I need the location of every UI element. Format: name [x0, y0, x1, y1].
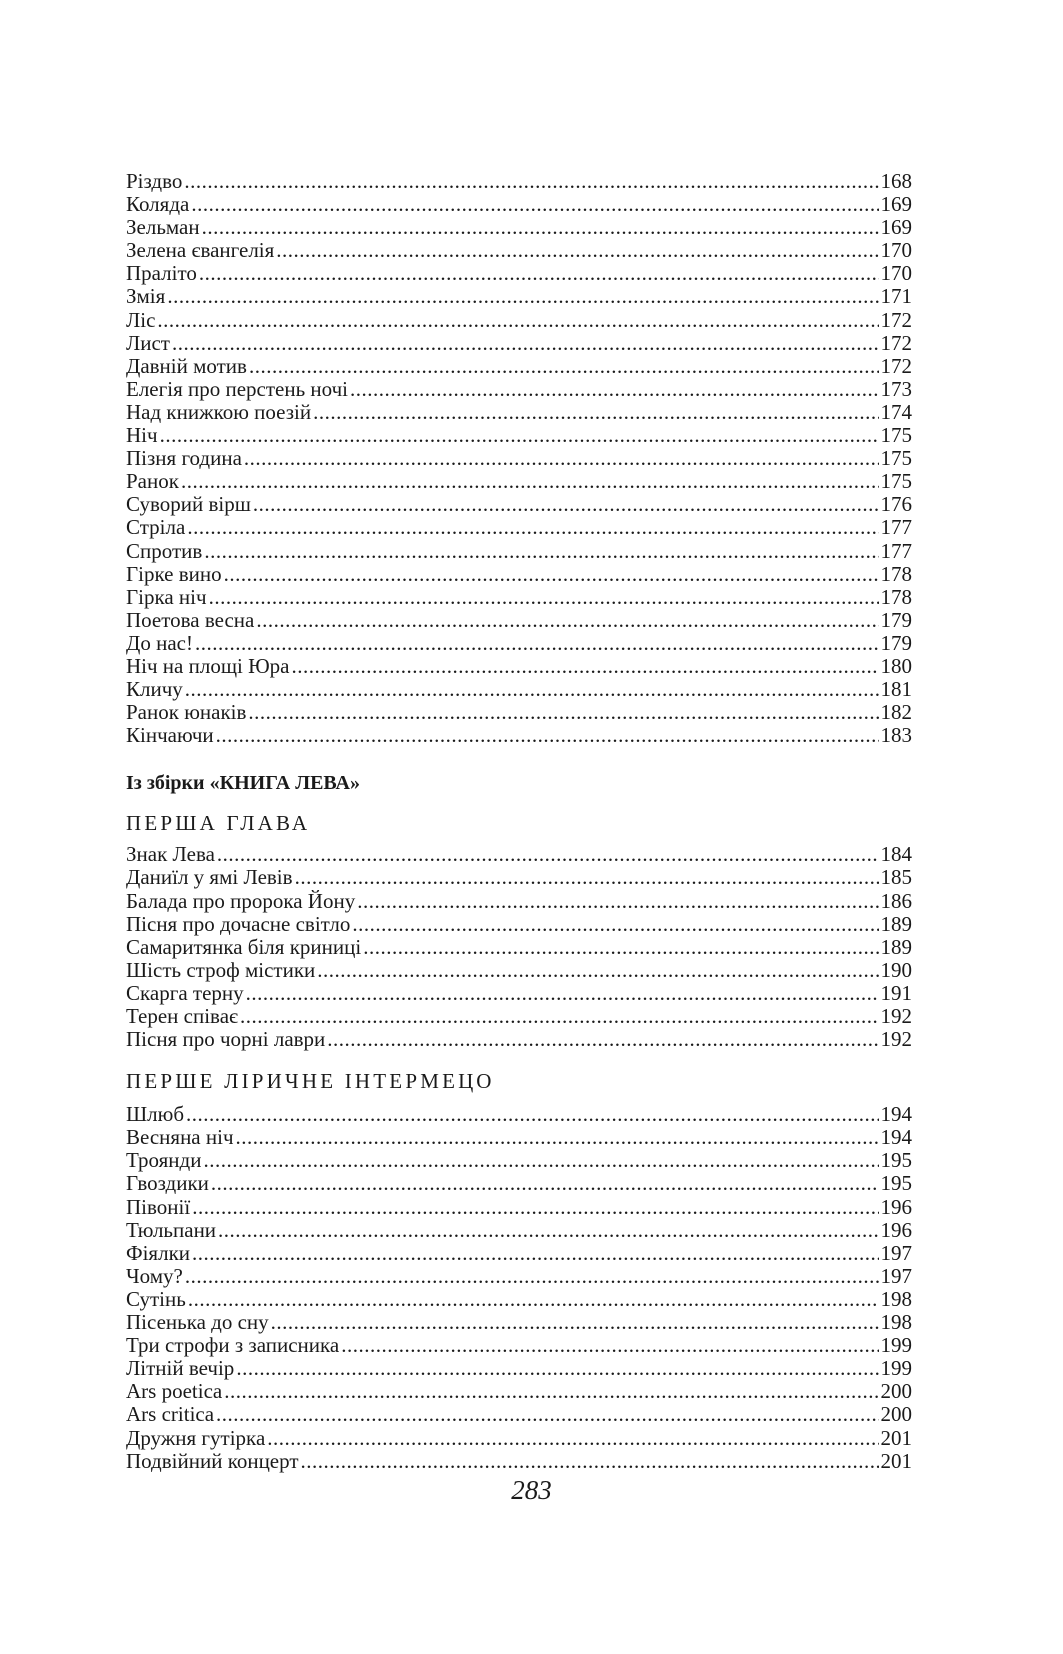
dot-leader: [248, 701, 878, 724]
dot-leader: [276, 239, 878, 262]
table-of-contents: [126, 170, 912, 1473]
toc-entry[interactable]: [126, 1172, 912, 1195]
toc-entry[interactable]: [126, 982, 912, 1005]
toc-entry-title: Терен співає: [126, 1005, 239, 1028]
toc-entry-page: 173: [880, 377, 912, 401]
toc-entry[interactable]: [126, 1196, 912, 1219]
toc-entry-page: 196: [880, 1218, 912, 1242]
toc-entry-page: 195: [880, 1149, 912, 1173]
toc-entry-page: 200: [880, 1380, 912, 1404]
toc-entry-title: Коляда: [126, 193, 190, 217]
toc-entry-page: 185: [880, 866, 912, 890]
dot-leader: [341, 1334, 878, 1357]
dot-leader: [352, 913, 878, 936]
toc-entry-page: 191: [880, 981, 912, 1005]
toc-entry-page: 199: [880, 1334, 912, 1358]
toc-entry-title: Лист: [126, 331, 170, 355]
toc-entry[interactable]: [126, 470, 912, 493]
toc-entry-title: Троянди: [126, 1149, 202, 1173]
toc-entry-page: 197: [880, 1264, 912, 1288]
dot-leader: [191, 193, 878, 216]
toc-entry-title: Ніч на площі Юра: [126, 654, 290, 678]
dot-leader: [209, 586, 879, 609]
toc-entry-page: 180: [880, 654, 912, 678]
toc-entry-title: Поетова весна: [126, 608, 255, 632]
toc-entry-page: 177: [880, 516, 912, 540]
toc-entry-title: Гвоздики: [126, 1172, 209, 1196]
dot-leader: [167, 285, 878, 308]
toc-entry-page: 190: [880, 958, 912, 982]
dot-leader: [157, 309, 878, 332]
toc-entry[interactable]: [126, 1311, 912, 1334]
toc-entry-title: Подвійний концерт: [126, 1449, 299, 1473]
dot-leader: [192, 1242, 878, 1265]
toc-entry-page: 196: [880, 1195, 912, 1219]
toc-entry-title: Над книжкою поезій: [126, 400, 312, 424]
toc-entry[interactable]: [126, 1219, 912, 1242]
toc-entry-page: 170: [880, 262, 912, 286]
toc-entry-title: Весняна ніч: [126, 1126, 234, 1150]
toc-entry-page: 198: [880, 1311, 912, 1335]
toc-entry-title: Пісенька до сну: [126, 1311, 269, 1335]
toc-entry-title: Спротив: [126, 539, 203, 563]
toc-entry[interactable]: [126, 563, 912, 586]
dot-leader: [203, 1149, 878, 1172]
dot-leader: [357, 890, 878, 913]
dot-leader: [292, 655, 879, 678]
toc-entry-page: 194: [880, 1126, 912, 1150]
dot-leader: [216, 1403, 878, 1426]
dot-leader: [246, 982, 879, 1005]
dot-leader: [188, 1288, 879, 1311]
dot-leader: [160, 424, 879, 447]
toc-entry-page: 189: [880, 935, 912, 959]
dot-leader: [249, 355, 879, 378]
toc-entry[interactable]: [126, 936, 912, 959]
dot-leader: [186, 1103, 878, 1126]
toc-entry-page: 201: [880, 1449, 912, 1473]
toc-entry-page: 195: [880, 1172, 912, 1196]
toc-entry-title: Елегія про перстень ночі: [126, 377, 349, 401]
toc-entry-page: 186: [880, 889, 912, 913]
toc-entry-title: Гірка ніч: [126, 585, 207, 609]
toc-entry-title: Знак Лева: [126, 843, 215, 867]
dot-leader: [185, 678, 879, 701]
toc-entry-page: 200: [880, 1403, 912, 1427]
toc-entry-title: Ліс: [126, 308, 156, 332]
toc-entry-page: 189: [880, 912, 912, 936]
toc-entry-title: Самаритянка біля криниці: [126, 935, 362, 959]
toc-entry-title: Гірке вино: [126, 562, 222, 586]
toc-entry[interactable]: [126, 1334, 912, 1357]
toc-list-first-chapter: [126, 843, 912, 1051]
collection-heading: Із збірки «КНИГА ЛЕВА»: [126, 772, 360, 795]
toc-entry-title: Кличу: [126, 678, 183, 702]
toc-entry-title: Ars poetica: [126, 1380, 223, 1404]
toc-entry[interactable]: [126, 1288, 912, 1311]
toc-entry[interactable]: [126, 516, 912, 539]
toc-entry[interactable]: [126, 378, 912, 401]
dot-leader: [363, 936, 878, 959]
toc-entry-page: 176: [880, 493, 912, 517]
dot-leader: [211, 1172, 879, 1195]
dot-leader: [317, 959, 878, 982]
toc-entry[interactable]: [126, 586, 912, 609]
toc-entry-page: 172: [880, 308, 912, 332]
dot-leader: [271, 1311, 879, 1334]
toc-entry[interactable]: [126, 1380, 912, 1403]
toc-entry-title: Півонії: [126, 1195, 191, 1219]
toc-entry-title: Змія: [126, 285, 166, 309]
toc-entry-page: 201: [880, 1426, 912, 1450]
dot-leader: [216, 724, 879, 747]
dot-leader: [217, 843, 879, 866]
toc-list-top: [126, 170, 912, 747]
toc-entry-page: 183: [880, 724, 912, 748]
toc-entry-title: Три строфи з записника: [126, 1334, 340, 1358]
toc-entry[interactable]: [126, 309, 912, 332]
toc-list-lyric-intermezzo: [126, 1103, 912, 1473]
toc-entry[interactable]: [126, 655, 912, 678]
toc-entry-page: 175: [880, 447, 912, 471]
toc-entry-page: 172: [880, 331, 912, 355]
dot-leader: [204, 540, 878, 563]
toc-entry-page: 168: [880, 170, 912, 193]
dot-leader: [253, 493, 879, 516]
toc-entry-title: Дружня гутірка: [126, 1426, 266, 1450]
toc-entry[interactable]: [126, 1126, 912, 1149]
toc-entry-page: 192: [880, 1005, 912, 1028]
toc-entry[interactable]: [126, 540, 912, 563]
toc-entry[interactable]: [126, 632, 912, 655]
dot-leader: [199, 262, 879, 285]
dot-leader: [327, 1028, 878, 1051]
toc-entry[interactable]: [126, 1005, 912, 1028]
toc-entry[interactable]: [126, 447, 912, 470]
toc-entry[interactable]: [126, 866, 912, 889]
dot-leader: [236, 1357, 878, 1380]
dot-leader: [184, 170, 878, 193]
toc-entry[interactable]: [126, 959, 912, 982]
toc-entry-title: Давній мотив: [126, 354, 247, 378]
dot-leader: [236, 1126, 879, 1149]
dot-leader: [301, 1450, 879, 1473]
toc-entry[interactable]: [126, 332, 912, 355]
toc-entry[interactable]: [126, 701, 912, 724]
toc-entry-page: 172: [880, 354, 912, 378]
toc-entry-page: 181: [880, 678, 912, 702]
toc-entry[interactable]: [126, 1242, 912, 1265]
toc-entry[interactable]: [126, 1265, 912, 1288]
toc-entry[interactable]: [126, 609, 912, 632]
dot-leader: [267, 1427, 878, 1450]
dot-leader: [240, 1005, 878, 1028]
toc-entry-title: Пізня година: [126, 447, 242, 471]
toc-entry[interactable]: [126, 493, 912, 516]
toc-entry-title: Стріла: [126, 516, 186, 540]
toc-entry-page: 197: [880, 1241, 912, 1265]
toc-entry[interactable]: [126, 1403, 912, 1426]
toc-entry[interactable]: [126, 285, 912, 308]
toc-entry[interactable]: [126, 1427, 912, 1450]
toc-entry-page: 178: [880, 562, 912, 586]
toc-entry-title: Літній вечір: [126, 1357, 235, 1381]
toc-entry-title: Шлюб: [126, 1103, 185, 1127]
toc-entry-page: 169: [880, 216, 912, 240]
toc-entry[interactable]: [126, 890, 912, 913]
toc-entry-title: Ніч: [126, 424, 158, 448]
toc-entry-title: Зелена євангелія: [126, 239, 275, 263]
toc-entry-page: 179: [880, 608, 912, 632]
toc-entry-title: Кінчаючи: [126, 724, 214, 748]
toc-entry-title: Ранок: [126, 470, 179, 494]
toc-entry[interactable]: [126, 355, 912, 378]
section-heading-first-chapter: ПЕРША ГЛАВА: [126, 811, 311, 836]
dot-leader: [256, 609, 878, 632]
toc-entry-title: Ранок юнаків: [126, 701, 247, 725]
toc-entry-page: 182: [880, 701, 912, 725]
toc-entry-page: 179: [880, 631, 912, 655]
page-number: 283: [511, 1475, 552, 1505]
dot-leader: [244, 447, 879, 470]
toc-entry[interactable]: [126, 424, 912, 447]
toc-entry-title: Балада про пророка Йону: [126, 889, 356, 913]
toc-entry-title: Праліто: [126, 262, 197, 286]
toc-entry-title: Фіялки: [126, 1241, 191, 1265]
dot-leader: [224, 1380, 878, 1403]
dot-leader: [195, 632, 879, 655]
toc-entry-title: До нас!: [126, 631, 193, 655]
dot-leader: [313, 401, 878, 424]
toc-entry-page: 192: [880, 1028, 912, 1052]
toc-entry-page: 171: [880, 285, 912, 309]
toc-entry-page: 184: [880, 843, 912, 867]
toc-entry-title: Різдво: [126, 170, 183, 193]
dot-leader: [181, 470, 879, 493]
toc-entry[interactable]: [126, 216, 912, 239]
toc-entry[interactable]: [126, 1103, 912, 1126]
toc-entry-title: Тюльпани: [126, 1218, 217, 1242]
toc-entry-title: Скарга терну: [126, 981, 244, 1005]
toc-entry[interactable]: [126, 239, 912, 262]
dot-leader: [187, 516, 878, 539]
toc-entry-page: 177: [880, 539, 912, 563]
toc-entry-page: 194: [880, 1103, 912, 1127]
dot-leader: [185, 1265, 879, 1288]
dot-leader: [192, 1196, 878, 1219]
toc-entry-page: 175: [880, 424, 912, 448]
toc-entry[interactable]: [126, 401, 912, 424]
dot-leader: [218, 1219, 878, 1242]
toc-entry[interactable]: [126, 193, 912, 216]
toc-entry-page: 174: [880, 400, 912, 424]
section-heading-lyric-intermezzo: ПЕРШЕ ЛІРИЧНЕ ІНТЕРМЕЦО: [126, 1069, 495, 1094]
dot-leader: [202, 216, 879, 239]
toc-entry[interactable]: [126, 1028, 912, 1051]
toc-entry[interactable]: [126, 1450, 912, 1473]
toc-entry[interactable]: [126, 843, 912, 866]
toc-entry[interactable]: [126, 262, 912, 285]
toc-entry-page: 199: [880, 1357, 912, 1381]
toc-entry-page: 170: [880, 239, 912, 263]
toc-entry-title: Пісня про дочасне світло: [126, 912, 351, 936]
toc-entry-title: Ars critica: [126, 1403, 215, 1427]
toc-entry[interactable]: [126, 1357, 912, 1380]
toc-entry-page: 198: [880, 1287, 912, 1311]
toc-entry-title: Шість строф містики: [126, 958, 316, 982]
dot-leader: [172, 332, 879, 355]
toc-entry-title: Суворий вірш: [126, 493, 251, 517]
toc-entry[interactable]: [126, 1149, 912, 1172]
toc-entry-title: Сутінь: [126, 1287, 186, 1311]
toc-entry-title: Зельман: [126, 216, 200, 240]
dot-leader: [295, 866, 879, 889]
toc-entry-title: Даниїл у ямі Левів: [126, 866, 293, 890]
toc-entry[interactable]: [126, 170, 912, 193]
toc-entry-title: Чому?: [126, 1264, 183, 1288]
toc-entry-title: Пісня про чорні лаври: [126, 1028, 326, 1052]
toc-entry-page: 175: [880, 470, 912, 494]
dot-leader: [224, 563, 879, 586]
toc-entry[interactable]: [126, 913, 912, 936]
toc-entry-page: 178: [880, 585, 912, 609]
toc-entry-page: 169: [880, 193, 912, 217]
toc-entry[interactable]: [126, 678, 912, 701]
dot-leader: [350, 378, 878, 401]
toc-entry[interactable]: [126, 724, 912, 747]
